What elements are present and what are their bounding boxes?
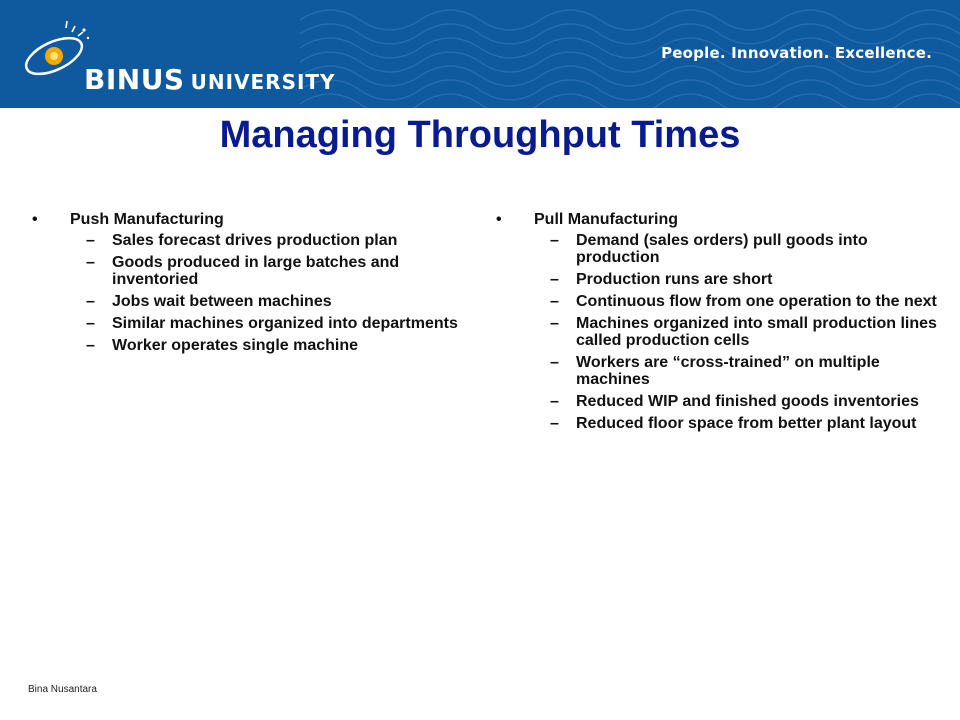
list-item [30,232,460,249]
header-banner [0,0,960,108]
bullet-dot-icon: • [32,211,38,228]
list-item [30,293,460,310]
logo-wordmark [84,63,336,96]
right-heading: Pull Manufacturing [534,211,678,228]
list-item [494,271,944,288]
right-sub-list [494,232,944,432]
left-sub-list [30,232,460,354]
dash-icon: – [550,315,559,332]
list-item-text: Workers are “cross-trained” on multiple machines [576,354,880,388]
dash-icon: – [550,232,559,249]
binus-logo [18,18,336,98]
dash-icon: – [86,337,95,354]
left-bullet [30,210,460,230]
list-item-text: Worker operates single machine [112,337,359,354]
right-column [494,210,944,437]
list-item-text: Goods produced in large batches and inventoried [112,254,400,288]
list-item-text: Reduced floor space from better plant layout [576,415,917,432]
list-item [30,254,460,288]
list-item [30,315,460,332]
logo-name: BINUS [84,63,185,96]
list-item [494,232,944,266]
list-item [30,337,460,354]
list-item-text: Demand (sales orders) pull goods into production [576,232,868,266]
list-item [494,293,944,310]
dash-icon: – [86,232,95,249]
list-item [494,315,944,349]
left-heading: Push Manufacturing [70,211,224,228]
list-item-text: Reduced WIP and finished goods inventories [576,393,919,410]
left-column [30,210,460,359]
dash-icon: – [550,393,559,410]
list-item-text: Jobs wait between machines [112,293,332,310]
dash-icon: – [86,254,95,271]
dash-icon: – [86,315,95,332]
dash-icon: – [86,293,95,310]
list-item-text: Machines organized into small production lines called production cells [576,315,937,349]
footer-text: Bina Nusantara [28,684,97,695]
list-item-text: Production runs are short [576,271,773,288]
tagline: People. Innovation. Excellence. [661,44,932,62]
dash-icon: – [550,415,559,432]
dash-icon: – [550,354,559,371]
list-item [494,354,944,388]
slide-title: Managing Throughput Times [219,114,741,156]
list-item [494,415,944,432]
dash-icon: – [550,271,559,288]
list-item [494,393,944,410]
dash-icon: – [550,293,559,310]
list-item-text: Similar machines organized into departments [112,315,458,332]
bullet-dot-icon: • [496,211,502,228]
list-item-text: Sales forecast drives production plan [112,232,398,249]
right-bullet [494,210,944,230]
logo-suffix: UNIVERSITY [190,70,336,94]
list-item-text: Continuous flow from one operation to the next [576,293,937,310]
